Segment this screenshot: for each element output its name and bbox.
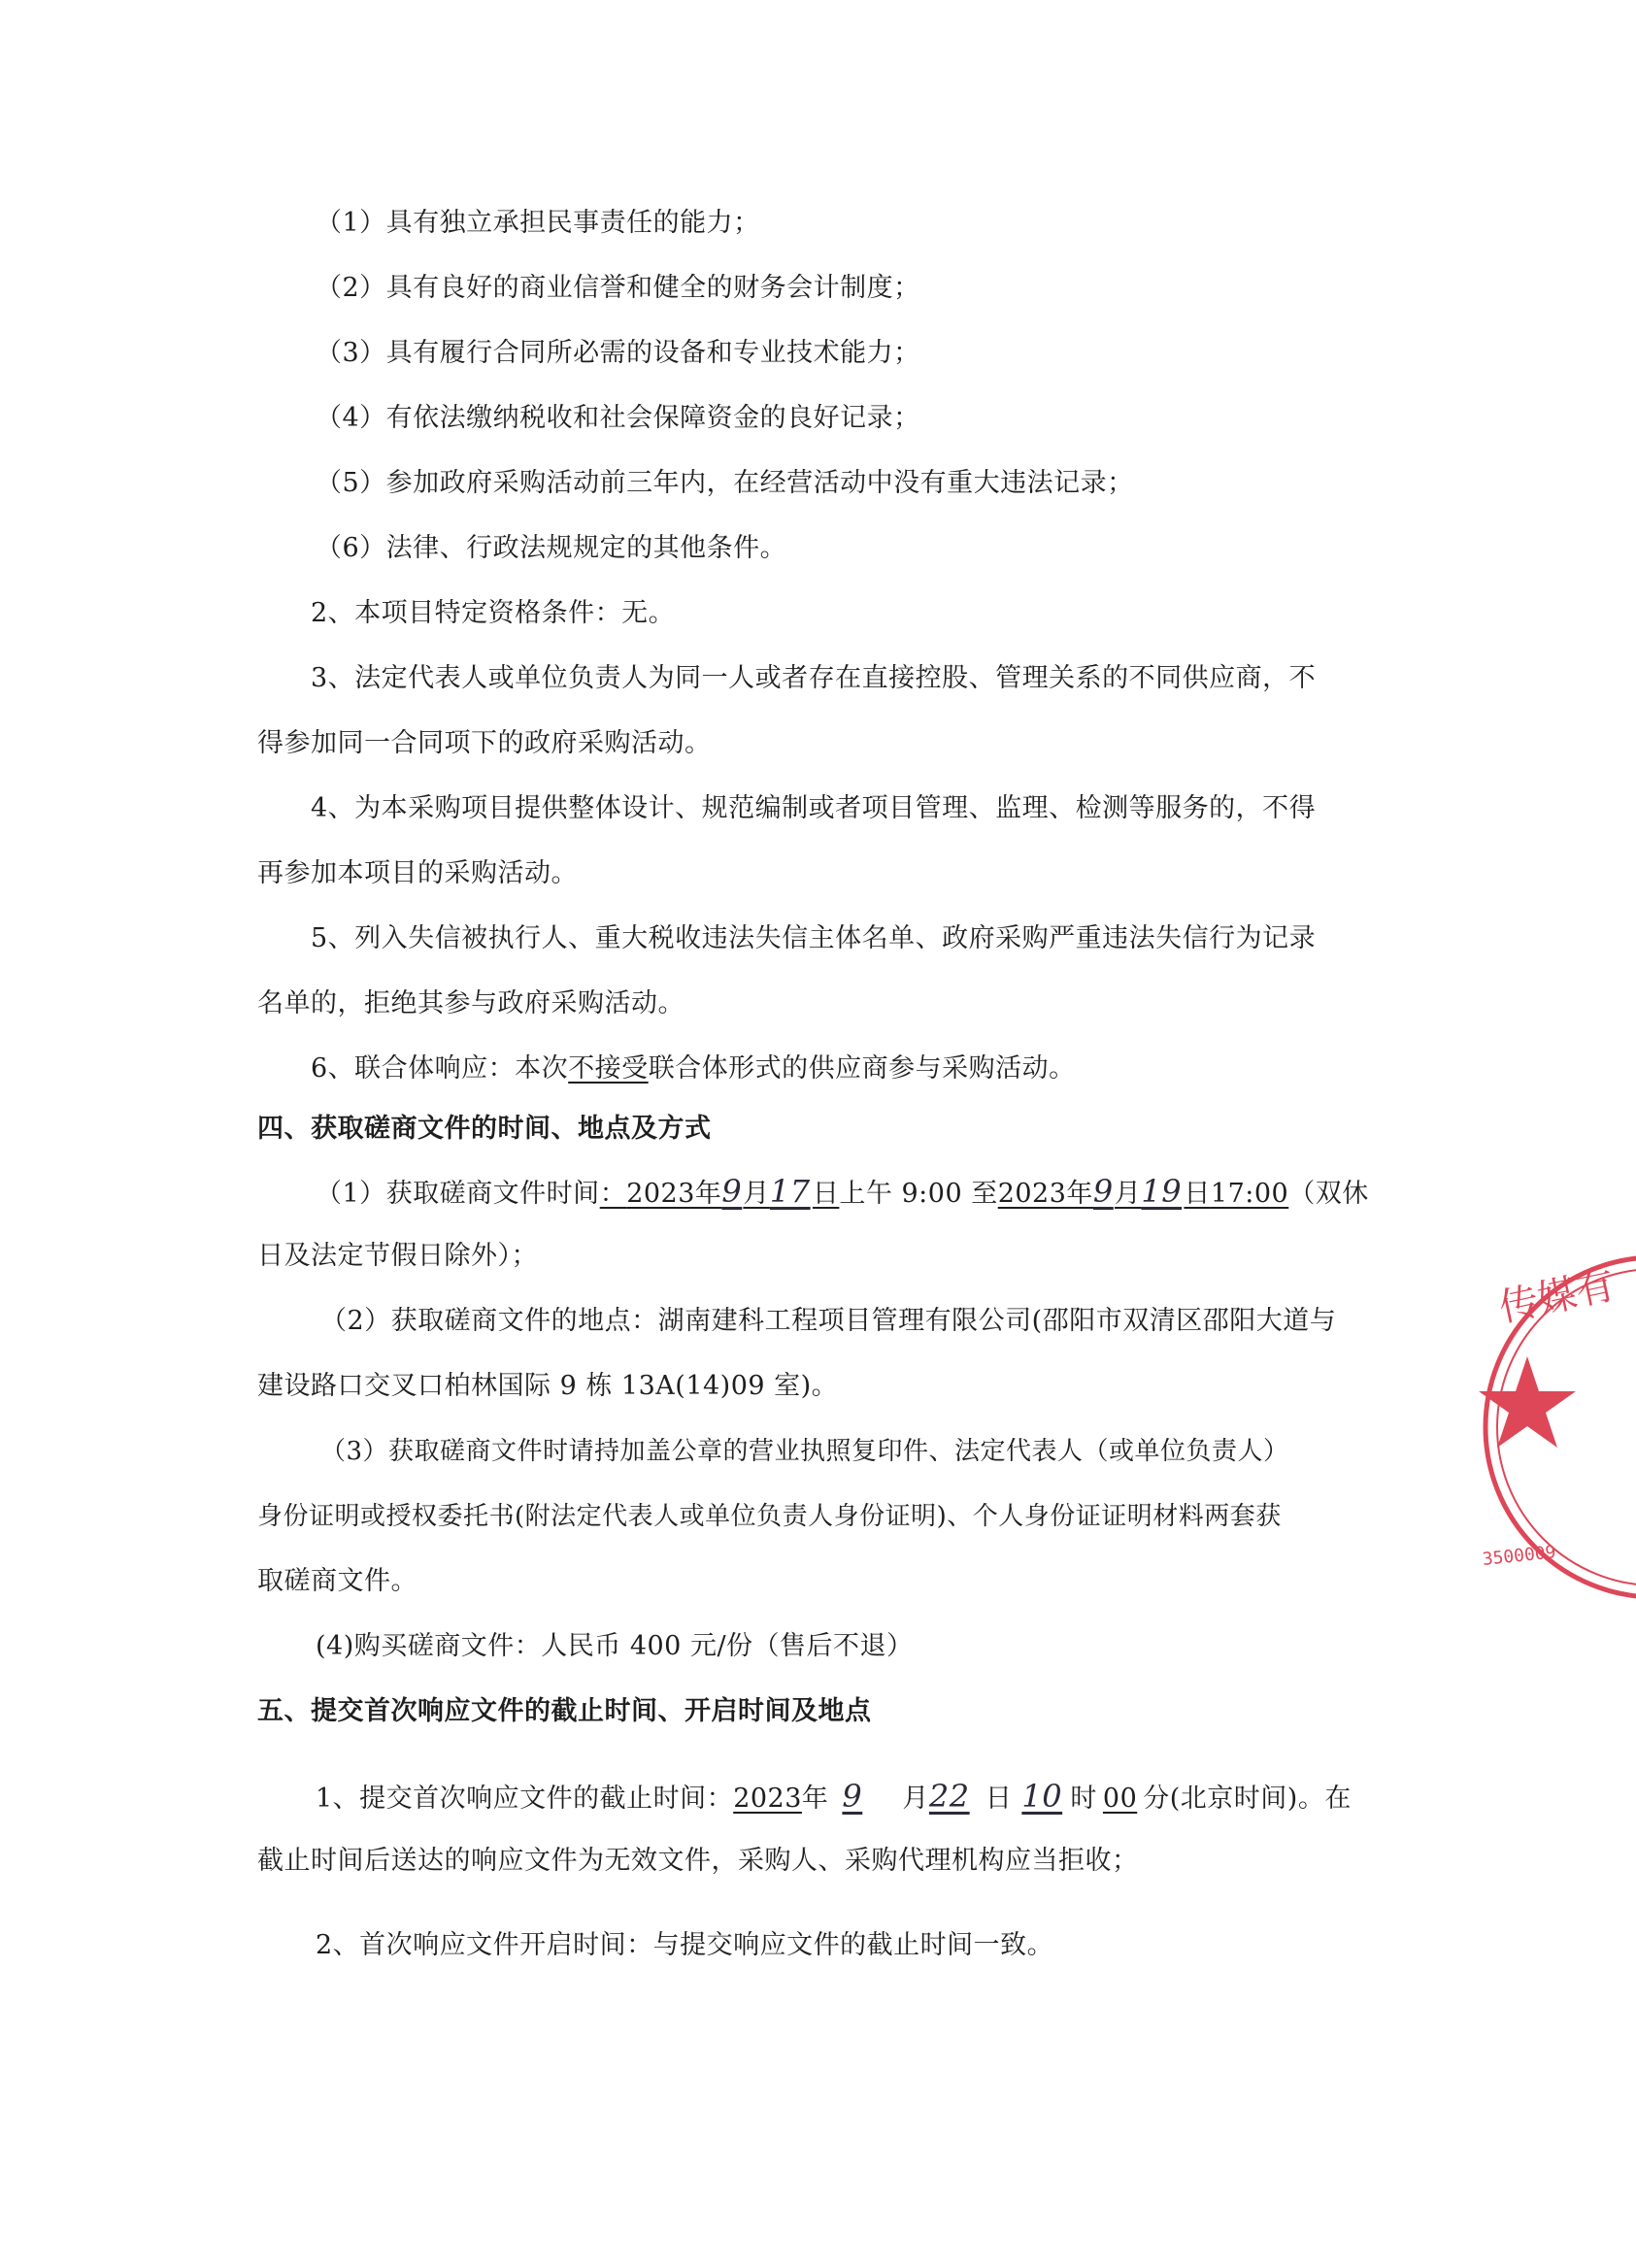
qualification-4: （4）有依法缴纳税收和社会保障资金的良好记录； [316, 403, 920, 433]
start-day-handwritten: 17 [769, 1173, 811, 1210]
deadline-day-handwritten: 22 [928, 1778, 970, 1815]
deadline-month-handwritten: 9 [842, 1778, 863, 1815]
qualification-1: （1）具有独立承担民事责任的能力； [316, 208, 760, 238]
deadline-minute-label: 分(北京时间)。在 [1143, 1784, 1352, 1814]
deadline-minute: 00 [1102, 1784, 1138, 1814]
section-4-time-line-1 [316, 1175, 1369, 1211]
end-month-label: 月 [1114, 1179, 1142, 1209]
section-5-deadline-line-2: 截止时间后送达的响应文件为无效文件，采购人、采购代理机构应当拒收； [257, 1846, 1139, 1876]
end-day-handwritten: 19 [1141, 1173, 1183, 1210]
item-6-suffix: 联合体形式的供应商参与采购活动。 [648, 1053, 1076, 1084]
qualification-2: （2）具有良好的商业信誉和健全的财务会计制度； [316, 273, 920, 303]
deadline-prefix: 1、提交首次响应文件的截止时间： [316, 1784, 734, 1814]
seal-graphic [1479, 1257, 1636, 1597]
section-4-materials-line-3: 取磋商文件。 [257, 1566, 417, 1596]
start-month-handwritten: 9 [721, 1173, 743, 1210]
item-4-line-1: 4、为本采购项目提供整体设计、规范编制或者项目管理、监理、检测等服务的，不得 [311, 793, 1317, 823]
section-5-heading: 五、提交首次响应文件的截止时间、开启时间及地点 [257, 1696, 872, 1726]
qualification-6: （6）法律、行政法规规定的其他条件。 [316, 533, 787, 563]
time-mid: 上午 9:00 至 [839, 1179, 998, 1209]
start-year: 2023年 [626, 1179, 722, 1209]
start-month-label: 月 [743, 1179, 770, 1209]
end-day-label: 日 [1184, 1179, 1211, 1209]
deadline-hour-handwritten: 10 [1021, 1778, 1063, 1815]
item-6-underlined: 不接受 [568, 1053, 649, 1084]
section-4-place-line-1: （2）获取磋商文件的地点：湖南建科工程项目管理有限公司(邵阳市双清区邵阳大道与 [320, 1306, 1337, 1336]
end-year: 2023年 [997, 1179, 1093, 1209]
section-5-deadline-line-1 [316, 1780, 1352, 1816]
start-day-label: 日 [812, 1179, 840, 1209]
deadline-hour-label: 时 [1070, 1784, 1097, 1814]
time-tail: （双休 [1288, 1179, 1369, 1209]
deadline-year-label: 年 [801, 1784, 829, 1814]
deadline-month-label: 月 [902, 1784, 929, 1814]
item-5-line-1: 5、列入失信被执行人、重大税收违法失信主体名单、政府采购严重违法失信行为记录 [311, 923, 1317, 953]
deadline-day-label: 日 [985, 1784, 1013, 1814]
qualification-3: （3）具有履行合同所必需的设备和专业技术能力； [316, 338, 920, 368]
section-4-materials-line-1: （3）获取磋商文件时请持加盖公章的营业执照复印件、法定代表人（或单位负责人） [320, 1437, 1289, 1466]
item-3-line-1: 3、法定代表人或单位负责人为同一人或者存在直接控股、管理关系的不同供应商，不 [311, 663, 1317, 693]
seal-text: 传媒有 [1495, 1262, 1619, 1331]
end-range-underlined [997, 1173, 1289, 1210]
item-6-prefix: 6、联合体响应：本次 [311, 1053, 569, 1084]
item-4-line-2: 再参加本项目的采购活动。 [257, 858, 578, 888]
end-time: 17:00 [1210, 1179, 1289, 1209]
item-6 [311, 1052, 1076, 1085]
end-month-handwritten: 9 [1092, 1173, 1114, 1210]
deadline-year: 2023 [733, 1784, 802, 1814]
qualification-5: （5）参加政府采购活动前三年内，在经营活动中没有重大违法记录； [316, 468, 1134, 498]
section-4-price: (4)购买磋商文件：人民币 400 元/份（售后不退） [316, 1631, 914, 1661]
time-prefix: （1）获取磋商文件时间 [316, 1179, 600, 1209]
section-4-materials-line-2: 身份证明或授权委托书(附法定代表人或单位负责人身份证明)、个人身份证证明材料两套获 [257, 1502, 1282, 1531]
item-2: 2、本项目特定资格条件：无。 [311, 598, 676, 628]
company-seal-stamp [1471, 1248, 1636, 1597]
time-range-underlined [599, 1173, 840, 1210]
time-colon: ： [599, 1179, 627, 1209]
section-4-place-line-2: 建设路口交叉口柏林国际 9 栋 13A(14)09 室)。 [257, 1371, 839, 1401]
item-3-line-2: 得参加同一合同项下的政府采购活动。 [257, 728, 712, 758]
item-5-line-2: 名单的，拒绝其参与政府采购活动。 [257, 988, 684, 1018]
section-5-opening: 2、首次响应文件开启时间：与提交响应文件的截止时间一致。 [316, 1930, 1054, 1960]
section-4-time-line-2: 日及法定节假日除外）； [257, 1241, 538, 1271]
section-4-heading: 四、获取磋商文件的时间、地点及方式 [257, 1114, 712, 1144]
seal-number: 3500009 [1481, 1542, 1557, 1570]
